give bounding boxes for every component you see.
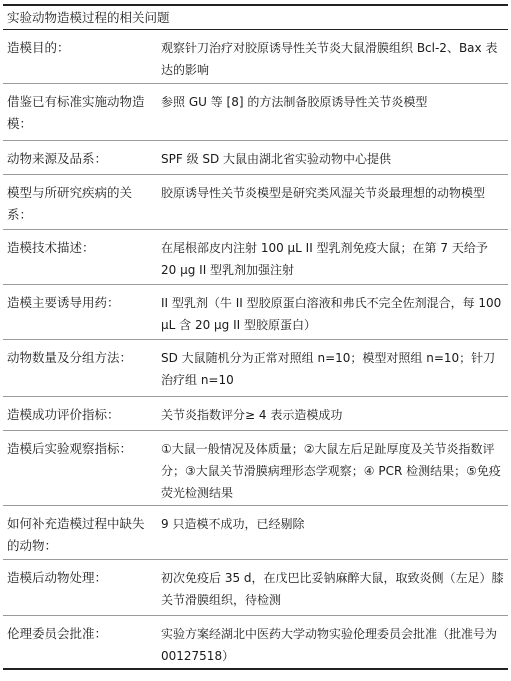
row-value: ①大鼠一般情况及体质量；②大鼠左后足趾厚度及关节炎指数评分；③大鼠关节滑膜病理形态学观察；④ PCR 检测结果；⑤免疫荧光检测结果: [161, 442, 501, 500]
row-label: 伦理委员会批准：: [7, 626, 108, 641]
row-label: 造模后实验观察指标：: [7, 441, 133, 456]
table-row: [3, 30, 508, 84]
table-row: [3, 506, 508, 560]
document-table: [3, 4, 508, 670]
row-label: 造模后动物处理：: [7, 570, 108, 585]
row-value: 实验方案经湖北中医药大学动物实验伦理委员会批准（批准号为 00127518）: [161, 627, 498, 663]
row-value: 参照 GU 等 [8] 的方法制备胶原诱导性关节炎模型: [161, 95, 428, 109]
row-value: 观察针刀治疗对胶原诱导性关节炎大鼠滑膜组织 Bcl-2、Bax 表达的影响: [161, 41, 498, 77]
row-value: 9 只造模不成功，已经剔除: [161, 517, 305, 531]
row-value: II 型乳剂（牛 II 型胶原蛋白溶液和弗氏不完全佐剂混合，每 100 μL 含 20 μg II 型胶原蛋白）: [161, 296, 502, 332]
row-label: 动物数量及分组方法：: [7, 350, 133, 365]
row-label: 造模成功评价指标：: [7, 407, 120, 422]
table-row: [3, 340, 508, 397]
table-row: [3, 431, 508, 506]
row-label: 动物来源及品系：: [7, 151, 108, 166]
row-label: 如何补充造模过程中缺失的动物：: [7, 516, 145, 553]
row-label: 借鉴已有标准实施动物造模：: [7, 94, 145, 131]
table-row: [3, 560, 508, 616]
row-value: 在尾根部皮内注射 100 μL II 型乳剂免疫大鼠；在第 7 天给予 20 μg II 型乳剂加强注射: [161, 241, 488, 277]
row-label: 模型与所研究疾病的关系：: [7, 185, 133, 222]
row-value: 胶原诱导性关节炎模型是研究类风湿关节炎最理想的动物模型: [161, 186, 486, 200]
table-row: [3, 141, 508, 175]
table-title: 实验动物造模过程的相关问题: [3, 4, 508, 30]
row-label: 造模技术描述：: [7, 240, 95, 255]
row-value: SPF 级 SD 大鼠由湖北省实验动物中心提供: [161, 152, 392, 166]
row-value: SD 大鼠随机分为正常对照组 n=10；模型对照组 n=10；针刀治疗组 n=10: [161, 351, 496, 387]
row-label: 造模目的：: [7, 40, 70, 55]
table-row: [3, 285, 508, 340]
table-row: [3, 230, 508, 285]
table-row: [3, 616, 508, 670]
table-row: [3, 175, 508, 230]
row-value: 关节炎指数评分≥ 4 表示造模成功: [161, 408, 343, 422]
table-row: [3, 84, 508, 141]
row-value: 初次免疫后 35 d，在戊巴比妥钠麻醉大鼠，取致炎侧（左足）膝关节滑膜组织，待检测: [161, 571, 504, 607]
row-label: 造模主要诱导用药：: [7, 295, 120, 310]
table-row: [3, 397, 508, 431]
